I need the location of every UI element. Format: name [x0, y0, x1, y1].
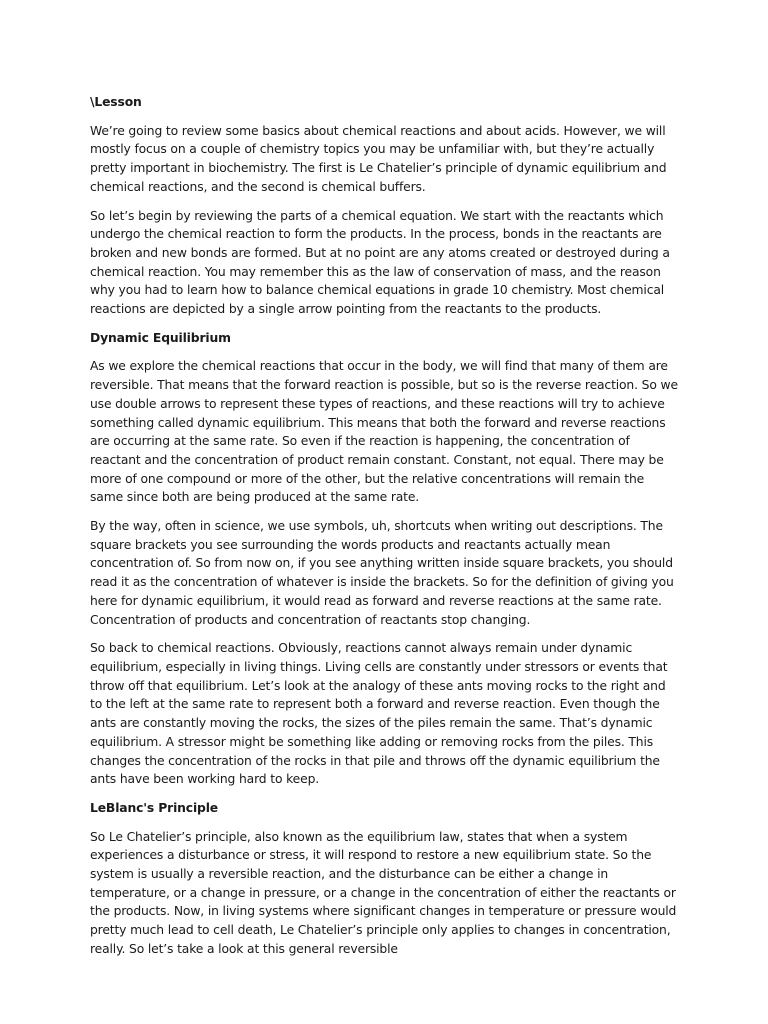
- square-brackets-paragraph: By the way, often in science, we use symbols, uh, shortcuts when writing out descriptions. The square brackets you see surrounding the words products and reactants actually mean concentration of. So from now on, if you see anything written inside square brackets, you should read it as the concentration of whatever is inside the brackets. So for the definition of giving you here for dynamic equilibrium, it would read as forward and reverse reactions at the same rate. Concentration of products and concentration of reactants stop changing.: [90, 519, 674, 627]
- leblancs-principle-heading: LeBlanc's Principle: [90, 800, 219, 815]
- ants-analogy-paragraph: So back to chemical reactions. Obviously, reactions cannot always remain under dynamic equilibrium, especially in living things. Living cells are constantly under stressors or events that throw off that equilibrium. Let’s look at the analogy of these ants moving rocks to the right and to the left at the same rate to represent both a forward and reverse reaction. Even though the ants are constantly moving the rocks, the sizes of the piles remain the same. That’s dynamic equilibrium. A stressor might be something like adding or removing rocks from the piles. This changes the concentration of the rocks in that pile and throws off the dynamic equilibrium the ants have been working hard to keep.: [90, 641, 668, 787]
- chemical-equation-paragraph: So let’s begin by reviewing the parts of a chemical equation. We start with the reactants which undergo the chemical reaction to form the products. In the process, bonds in the reactants are broken and new bonds are formed. But at no point are any atoms created or destroyed during a chemical reaction. You may remember this as the law of conservation of mass, and the reason why you had to learn how to balance chemical equations in grade 10 chemistry. Most chemical reactions are depicted by a single arrow pointing from the reactants to the products.: [90, 208, 670, 317]
- le-chatelier-paragraph: So Le Chatelier’s principle, also known as the equilibrium law, states that when a system experiences a disturbance or stress, it will respond to restore a new equilibrium state. So the system is usually a reversible reaction, and the disturbance can be either a change in temperature, or a change in pressure, or a change in the concentration of either the reactants or the products. Now, in living systems where significant changes in temperature or pressure would pretty much lead to cell death, Le Chatelier’s principle only applies to changes in concentration, really. So let’s take a look at this general reversible: [90, 829, 677, 956]
- reversible-reactions-paragraph: As we explore the chemical reactions that occur in the body, we will find that many of them are reversible. That means that the forward reaction is possible, but so is the reverse reaction. So we use double arrows to represent these types of reactions, and these reactions will try to achieve something called dynamic equilibrium. This means that both the forward and reverse reactions are occurring at the same rate. So even if the reaction is happening, the concentration of reactant and the concentration of product remain constant. Constant, not equal. There may be more of one compound or more of the other, but the relative concentrations will remain the same since both are being produced at the same rate.: [90, 359, 678, 505]
- dynamic-equilibrium-heading: Dynamic Equilibrium: [90, 330, 231, 345]
- intro-paragraph: We’re going to review some basics about chemical reactions and about acids. However, we will mostly focus on a couple of chemistry topics you may be unfamiliar with, but they’re actually pretty important in biochemistry. The first is Le Chatelier’s principle of dynamic equilibrium and chemical reactions, and the second is chemical buffers.: [90, 123, 667, 194]
- lesson-heading: \Lesson: [90, 95, 142, 109]
- document-body: [90, 93, 678, 969]
